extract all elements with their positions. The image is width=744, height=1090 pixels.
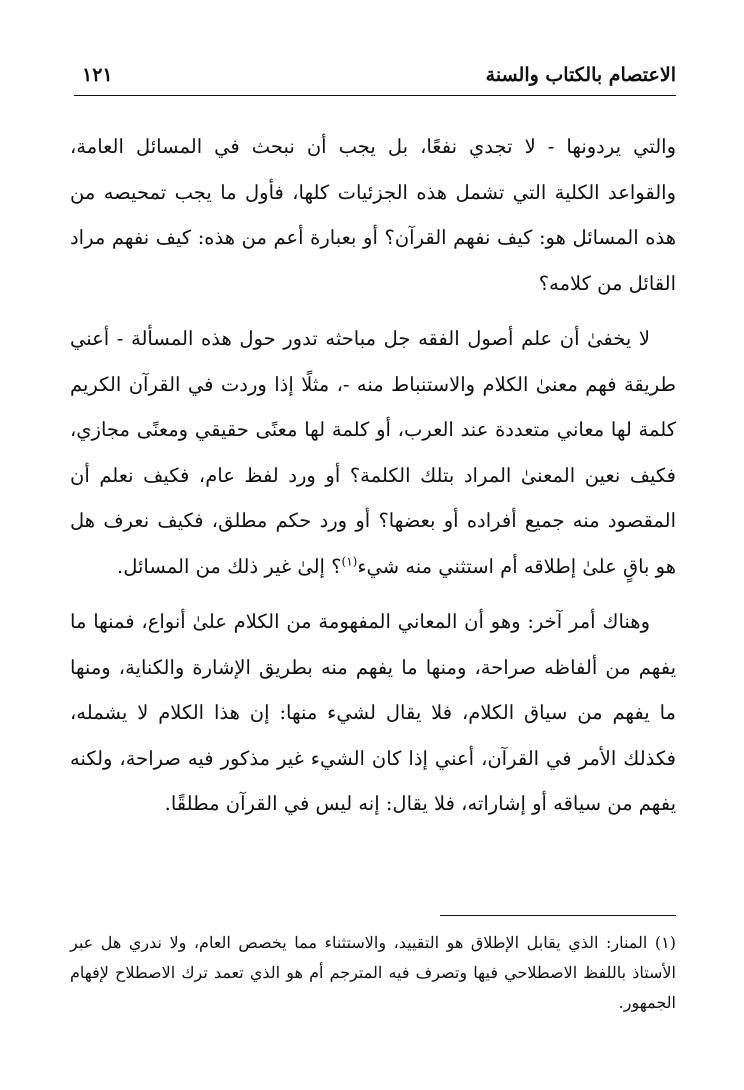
running-title: الاعتصام بالكتاب والسنة bbox=[485, 64, 676, 86]
paragraph-2 bbox=[70, 316, 676, 589]
main-text bbox=[70, 124, 676, 827]
footnote-1: (١) المنار: الذي يقابل الإطلاق هو التقييد، والاستثناء مما يخصص العام، ولا ندري هل عبر الأستاذ باللفظ الاصطلاحي فيها وتصرف فيه المترجم أم هو الذي تعمد ترك الاصطلاح لإفهام الجمهور. bbox=[70, 933, 676, 1012]
page-number: ١٢١ bbox=[82, 64, 113, 86]
running-header bbox=[74, 60, 676, 94]
footnote-reference: (١) bbox=[341, 554, 358, 568]
paragraph-3: وهناك أمر آخر: وهو أن المعاني المفهومة من الكلام علىٰ أنواع، فمنها ما يفهم من ألفاظه صراحة، ومنها ما يفهم منه بطريق الإشارة والكناية، ومنها ما يفهم من سياق الكلام، فلا يقال لشيء منها: إن هذا الكلام لا يشمله، فكذلك الأمر في القرآن، أعني إذا كان الشيء غير مذكور فيه صراحة، ولكنه يفهم من سياقه أو إشاراته، فلا يقال: إنه ليس في القرآن مطلقًا. bbox=[70, 610, 676, 815]
paragraph-2-text: لا يخفىٰ أن علم أصول الفقه جل مباحثه تدور حول هذه المسألة - أعني طريقة فهم معنىٰ الكلام والاستنباط منه -، مثلًا إذا وردت في القرآن الكريم كلمة لها معاني متعددة عند العرب، أو كلمة لها معنًى حقيقي ومعنًى مجازي، فكيف نعين المعنىٰ المراد بتلك الكلمة؟ أو ورد لفظ عام، فكيف نعلم أن المقصود منه جميع أفراده أو بعضها؟ أو ورد حكم مطلق، فكيف نعرف هل هو باقٍ علىٰ إطلاقه أم استثني منه شيء bbox=[70, 327, 676, 578]
footnote-rule bbox=[440, 915, 676, 916]
paragraph-1: والتي يردونها - لا تجدي نفعًا، بل يجب أن نبحث في المسائل العامة، والقواعد الكلية التي تشمل هذه الجزئيات كلها، فأول ما يجب تمحيصه من هذه المسائل هو: كيف نفهم القرآن؟ أو بعبارة أعم من هذه: كيف نفهم مراد القائل من كلامه؟ bbox=[70, 135, 676, 295]
paragraph-2-tail: ؟ إلىٰ غير ذلك من المسائل. bbox=[117, 554, 342, 578]
header-rule bbox=[74, 95, 676, 96]
